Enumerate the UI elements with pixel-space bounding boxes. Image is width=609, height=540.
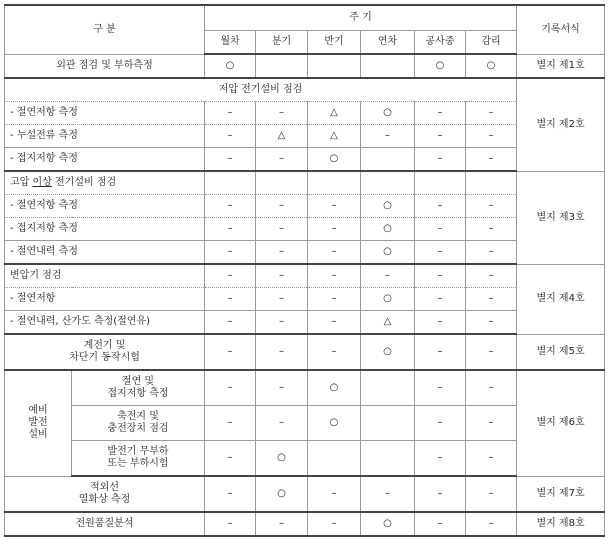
mark-cell: –: [256, 218, 308, 241]
mark-cell: ○: [361, 241, 415, 265]
row-label: - 절연내력 측정: [5, 241, 205, 265]
form-cell: 별지 제2호: [517, 78, 605, 171]
mark-cell: [361, 148, 415, 172]
mark-cell: –: [308, 476, 361, 512]
mark-cell: –: [205, 288, 256, 311]
mark-cell: –: [466, 334, 517, 370]
mark-cell: ○: [361, 218, 415, 241]
period-header: 주 기: [205, 5, 517, 31]
row-label: - 접지저항 측정: [5, 218, 205, 241]
table-row: [5, 370, 605, 406]
section-heading-row: [5, 171, 605, 195]
mark-cell: –: [256, 334, 308, 370]
mark-cell: [415, 171, 466, 195]
mark-cell: –: [308, 264, 361, 288]
mark-cell: ○: [361, 195, 415, 218]
mark-cell: –: [415, 125, 466, 148]
mark-cell: –: [256, 102, 308, 125]
mark-cell: ○: [308, 148, 361, 172]
mark-cell: –: [205, 218, 256, 241]
mark-cell: –: [466, 125, 517, 148]
mark-cell: –: [256, 406, 308, 441]
mark-cell: –: [256, 264, 308, 288]
mark-cell: –: [466, 441, 517, 477]
mark-cell: –: [466, 406, 517, 441]
mark-cell: –: [205, 334, 256, 370]
table-row: [5, 54, 605, 78]
mark-cell: △: [308, 125, 361, 148]
mark-cell: –: [205, 476, 256, 512]
mark-cell: ○: [308, 406, 361, 441]
mark-cell: –: [466, 370, 517, 406]
mark-cell: [308, 54, 361, 78]
mark-cell: –: [308, 195, 361, 218]
row-label: 외관 점검 및 부하측정: [5, 54, 205, 78]
form-header: 기록서식: [517, 5, 605, 54]
mark-cell: ○: [361, 334, 415, 370]
category-header: 구 분: [5, 5, 205, 54]
mark-cell: –: [466, 148, 517, 172]
section-heading: [5, 171, 205, 195]
table-row: [5, 476, 605, 512]
mark-cell: [361, 441, 415, 477]
header-row: [5, 5, 605, 31]
row-label: - 절연저항 측정: [5, 195, 205, 218]
mark-cell: –: [466, 102, 517, 125]
mark-cell: –: [361, 264, 415, 288]
mark-cell: ○: [361, 288, 415, 311]
table-row: [5, 148, 605, 172]
mark-cell: –: [415, 241, 466, 265]
row-label: 계전기 및 차단기 동작시험: [5, 334, 205, 370]
mark-cell: –: [466, 288, 517, 311]
row-label: 발전기 무부하 또는 부하시험: [72, 441, 205, 477]
col-quarterly: 분기: [256, 31, 308, 55]
mark-cell: –: [308, 512, 361, 536]
mark-cell: –: [415, 102, 466, 125]
section-heading-post: 전기설비 점검: [51, 177, 117, 188]
table-row: [5, 102, 605, 125]
table-row: [5, 406, 605, 441]
table-row: [5, 512, 605, 536]
mark-cell: –: [466, 218, 517, 241]
mark-cell: ○: [415, 54, 466, 78]
mark-cell: [256, 54, 308, 78]
mark-cell: –: [361, 476, 415, 512]
mark-cell: –: [308, 241, 361, 265]
table-row: [5, 288, 605, 311]
mark-cell: –: [415, 512, 466, 536]
mark-cell: △: [308, 102, 361, 125]
row-label: 축전지 및 충전장치 점검: [72, 406, 205, 441]
mark-cell: –: [415, 195, 466, 218]
mark-cell: [361, 54, 415, 78]
mark-cell: –: [308, 334, 361, 370]
mark-cell: –: [466, 476, 517, 512]
row-label: 절연 및 접지저항 측정: [72, 370, 205, 406]
mark-cell: –: [415, 334, 466, 370]
table-row: [5, 195, 605, 218]
mark-cell: –: [308, 218, 361, 241]
mark-cell: –: [205, 125, 256, 148]
table-row: [5, 334, 605, 370]
row-label: - 누설전류 측정: [5, 125, 205, 148]
group-label: 예비 발전 설비: [5, 370, 72, 476]
mark-cell: –: [256, 241, 308, 265]
mark-cell: –: [415, 476, 466, 512]
inspection-schedule-table: [4, 4, 605, 537]
mark-cell: –: [256, 288, 308, 311]
row-label: - 절연내력, 산가도 측정(절연유): [5, 311, 205, 335]
row-label: 적외선 열화상 측정: [5, 476, 205, 512]
mark-cell: ○: [256, 476, 308, 512]
mark-cell: –: [415, 441, 466, 477]
mark-cell: –: [256, 195, 308, 218]
mark-cell: ○: [361, 102, 415, 125]
inspection-schedule: [4, 4, 605, 537]
form-cell: 별지 제5호: [517, 334, 605, 370]
mark-cell: –: [205, 241, 256, 265]
mark-cell: –: [466, 195, 517, 218]
table-row: [5, 311, 605, 335]
row-label: - 절연저항: [5, 288, 205, 311]
mark-cell: –: [256, 512, 308, 536]
mark-cell: [308, 171, 361, 195]
mark-cell: –: [415, 311, 466, 335]
table-row: [5, 441, 605, 477]
table-row: [5, 125, 605, 148]
row-label: - 접지저항 측정: [5, 148, 205, 172]
section-heading-underlined: 이상: [32, 177, 52, 188]
mark-cell: ○: [466, 54, 517, 78]
col-construction: 공사중: [415, 31, 466, 55]
mark-cell: △: [361, 311, 415, 335]
mark-cell: –: [415, 264, 466, 288]
mark-cell: ○: [256, 441, 308, 477]
mark-cell: –: [466, 264, 517, 288]
form-cell: 별지 제1호: [517, 54, 605, 78]
section-heading-row: [5, 264, 605, 288]
section-heading: 저압 전기설비 점검: [5, 78, 517, 102]
mark-cell: –: [256, 370, 308, 406]
mark-cell: –: [415, 148, 466, 172]
col-annual: 연차: [361, 31, 415, 55]
mark-cell: –: [205, 102, 256, 125]
col-supervision: 감리: [466, 31, 517, 55]
mark-cell: [205, 171, 256, 195]
mark-cell: –: [205, 512, 256, 536]
form-cell: 별지 제7호: [517, 476, 605, 512]
mark-cell: –: [415, 406, 466, 441]
row-label: 전원품질분석: [5, 512, 205, 536]
mark-cell: [361, 171, 415, 195]
mark-cell: –: [205, 311, 256, 335]
mark-cell: –: [466, 311, 517, 335]
mark-cell: –: [308, 311, 361, 335]
mark-cell: –: [205, 195, 256, 218]
mark-cell: △: [256, 125, 308, 148]
mark-cell: –: [205, 264, 256, 288]
form-cell: 별지 제3호: [517, 171, 605, 264]
mark-cell: [466, 171, 517, 195]
mark-cell: ○: [205, 54, 256, 78]
section-heading-row: [5, 78, 605, 102]
mark-cell: [256, 171, 308, 195]
table-row: [5, 241, 605, 265]
mark-cell: [308, 441, 361, 477]
mark-cell: –: [205, 370, 256, 406]
mark-cell: –: [361, 125, 415, 148]
table-row: [5, 218, 605, 241]
mark-cell: –: [415, 288, 466, 311]
col-semiannual: 반기: [308, 31, 361, 55]
mark-cell: –: [466, 241, 517, 265]
mark-cell: –: [205, 441, 256, 477]
section-heading-pre: 고압: [10, 177, 33, 188]
row-label: - 절연저항 측정: [5, 102, 205, 125]
mark-cell: ○: [308, 370, 361, 406]
mark-cell: –: [205, 406, 256, 441]
form-cell: 별지 제6호: [517, 370, 605, 476]
mark-cell: [361, 406, 415, 441]
mark-cell: –: [308, 288, 361, 311]
mark-cell: –: [205, 148, 256, 172]
mark-cell: –: [256, 148, 308, 172]
form-cell: 별지 제8호: [517, 512, 605, 536]
form-cell: 별지 제4호: [517, 264, 605, 334]
mark-cell: ○: [361, 512, 415, 536]
mark-cell: –: [415, 218, 466, 241]
mark-cell: –: [415, 370, 466, 406]
section-heading: 변압기 점검: [5, 264, 205, 288]
mark-cell: –: [466, 512, 517, 536]
mark-cell: [361, 370, 415, 406]
col-monthly: 월차: [205, 31, 256, 55]
mark-cell: –: [256, 311, 308, 335]
